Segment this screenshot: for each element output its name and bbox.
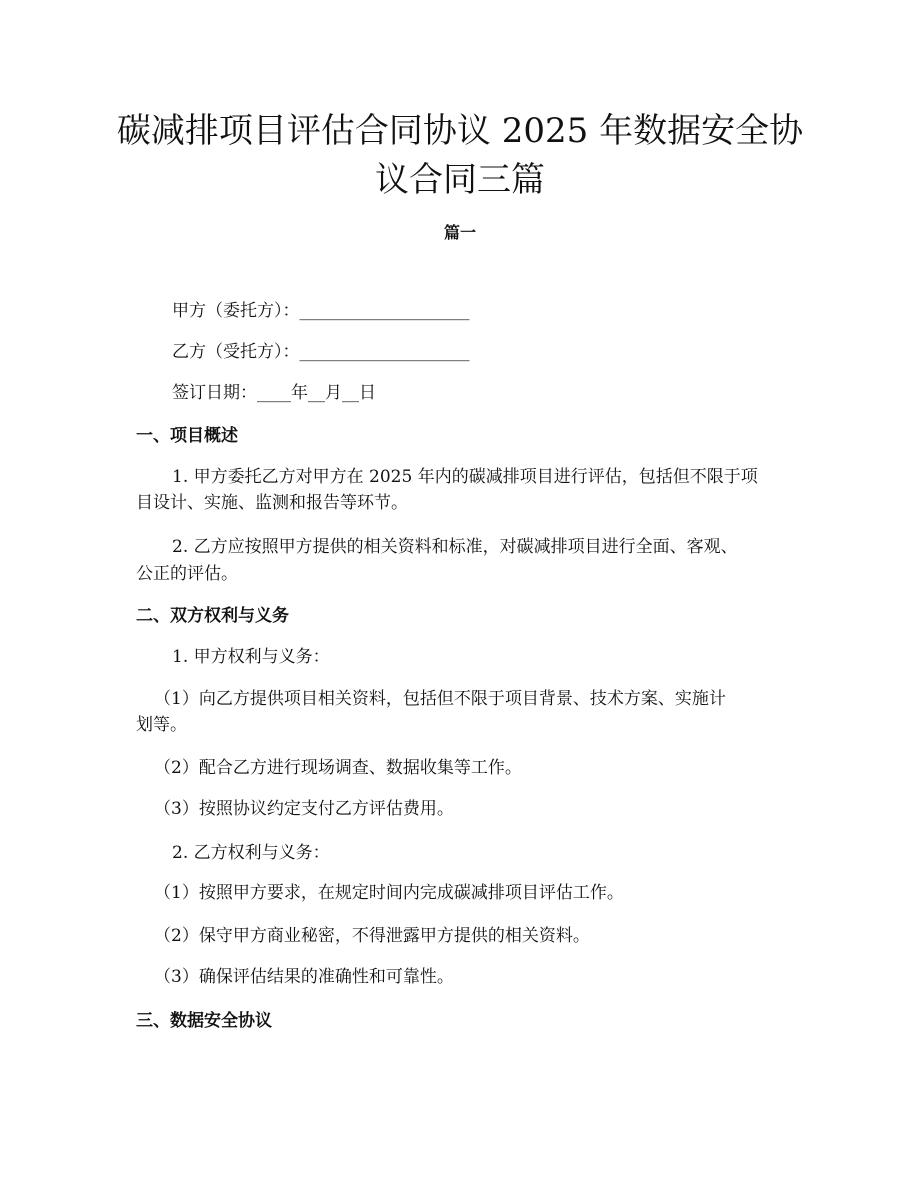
- section-heading: 一、项目概述: [136, 426, 238, 446]
- section-heading: 三、数据安全协议: [136, 1011, 272, 1031]
- paragraph-line: 划等。: [136, 715, 187, 735]
- paragraph-line: 2. 乙方应按照甲方提供的相关资料和标准，对碳减排项目进行全面、客观、: [172, 537, 738, 557]
- paragraph-line: 目设计、实施、监测和报告等环节。: [136, 493, 408, 513]
- paragraph-line: （1）向乙方提供项目相关资料，包括但不限于项目背景、技术方案、实施计: [154, 689, 726, 709]
- paragraph-line: （3）确保评估结果的准确性和可靠性。: [154, 967, 454, 987]
- paragraph-line: （3）按照协议约定支付乙方评估费用。: [154, 799, 454, 819]
- paragraph-line: （2）配合乙方进行现场调查、数据收集等工作。: [154, 758, 522, 778]
- subsection-label: 2. 乙方权利与义务：: [172, 843, 330, 863]
- subsection-label: 1. 甲方权利与义务：: [172, 647, 330, 667]
- part-label: 篇一: [443, 223, 476, 242]
- paragraph-line: （2）保守甲方商业秘密，不得泄露甲方提供的相关资料。: [154, 926, 590, 946]
- paragraph-line: 公正的评估。: [136, 564, 238, 584]
- document-title-line-1: 碳减排项目评估合同协议 2025 年数据安全协: [116, 111, 804, 151]
- section-heading: 二、双方权利与义务: [136, 606, 289, 626]
- document-title-line-2: 议合同三篇: [375, 160, 545, 200]
- party-b-field: 乙方（受托方）：____________________: [172, 342, 470, 362]
- sign-date-field: 签订日期：____年__月__日: [172, 383, 376, 403]
- paragraph-line: 1. 甲方委托乙方对甲方在 2025 年内的碳减排项目进行评估，包括但不限于项: [172, 467, 758, 487]
- paragraph-line: （1）按照甲方要求，在规定时间内完成碳减排项目评估工作。: [154, 883, 624, 903]
- party-a-field: 甲方（委托方）：____________________: [172, 301, 470, 321]
